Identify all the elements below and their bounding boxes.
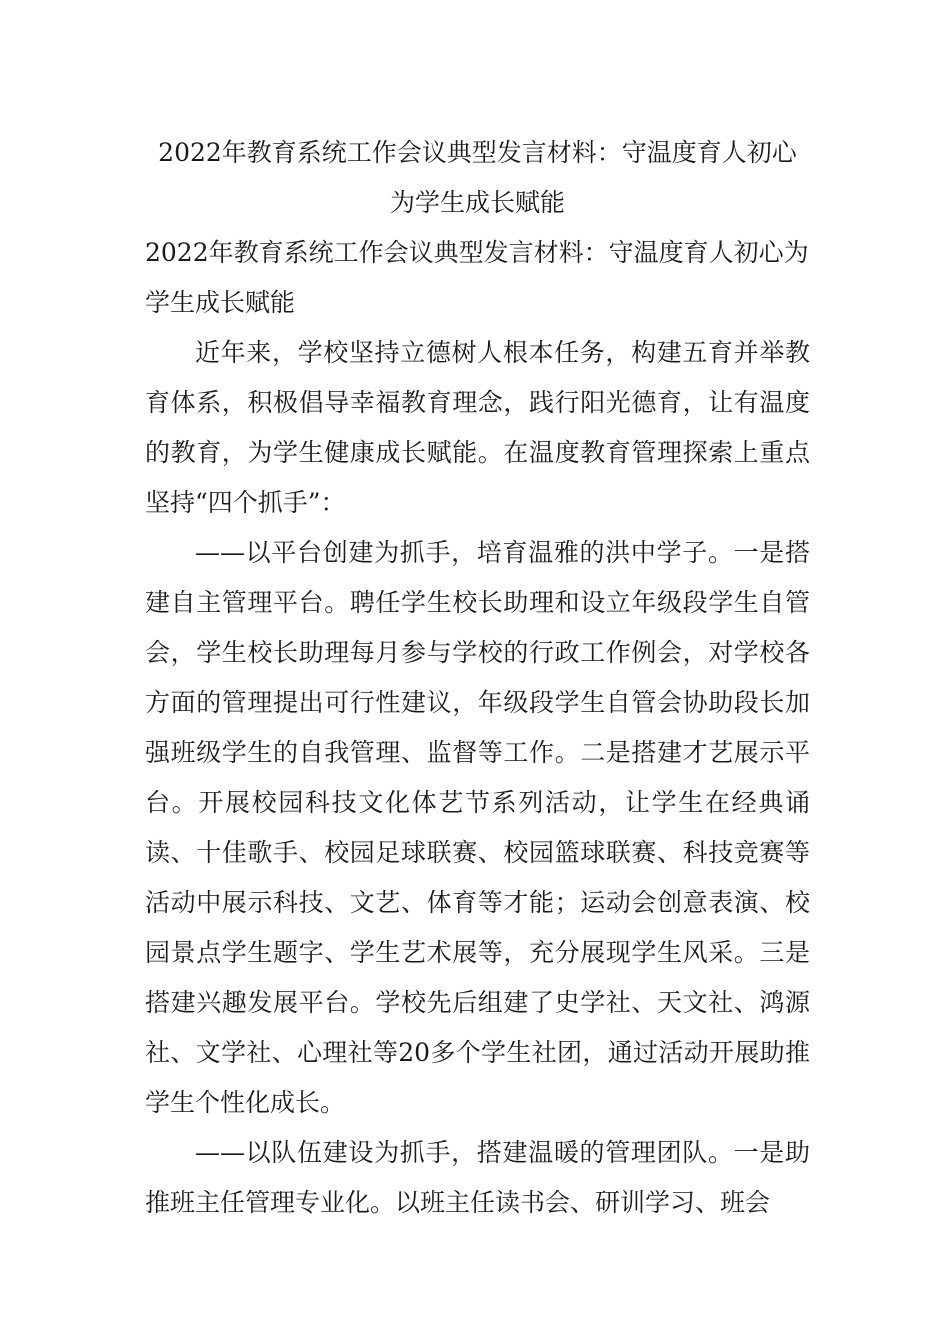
paragraph-platform: ——以平台创建为抓手，培育温雅的洪中学子。一是搭建自主管理平台。聘任学生校长助理和设立年级段学生自管会，学生校长助理每月参与学校的行政工作例会，对学校各方面的管理提出可行性建议，年级段学生自管会协助段长加强班级学生的自我管理、监督等工作。二是搭建才艺展示平台。开展校园科技文化体艺节系列活动，让学生在经典诵读、十佳歌手、校园足球联赛、校园篮球联赛、科技竞赛等活动中展示科技、文艺、体育等才能；运动会创意表演、校园景点学生题字、学生艺术展等，充分展现学生风采。三是搭建兴趣发展平台。学校先后组建了史学社、天文社、鸿源社、文学社、心理社等20多个学生社团，通过活动开展助推学生个性化成长。 bbox=[145, 538, 810, 1117]
document-content bbox=[145, 128, 810, 1228]
paragraph-team: ——以队伍建设为抓手，搭建温暖的管理团队。一是助推班主任管理专业化。以班主任读书会、研训学习、班会 bbox=[145, 1138, 810, 1217]
heading-text: 2022年教育系统工作会议典型发言材料：守温度育人初心为学生成长赋能 bbox=[145, 238, 809, 317]
paragraph-intro: 近年来，学校坚持立德树人根本任务，构建五育并举教育体系，积极倡导幸福教育理念，践行阳光德育，让有温度的教育，为学生健康成长赋能。在温度教育管理探索上重点坚持“四个抓手”： bbox=[145, 338, 810, 517]
title-line-2: 为学生成长赋能 bbox=[389, 188, 565, 217]
document-heading bbox=[145, 228, 810, 328]
document-title bbox=[145, 128, 810, 228]
title-line-1: 2022年教育系统工作会议典型发言材料：守温度育人初心 bbox=[158, 138, 797, 167]
